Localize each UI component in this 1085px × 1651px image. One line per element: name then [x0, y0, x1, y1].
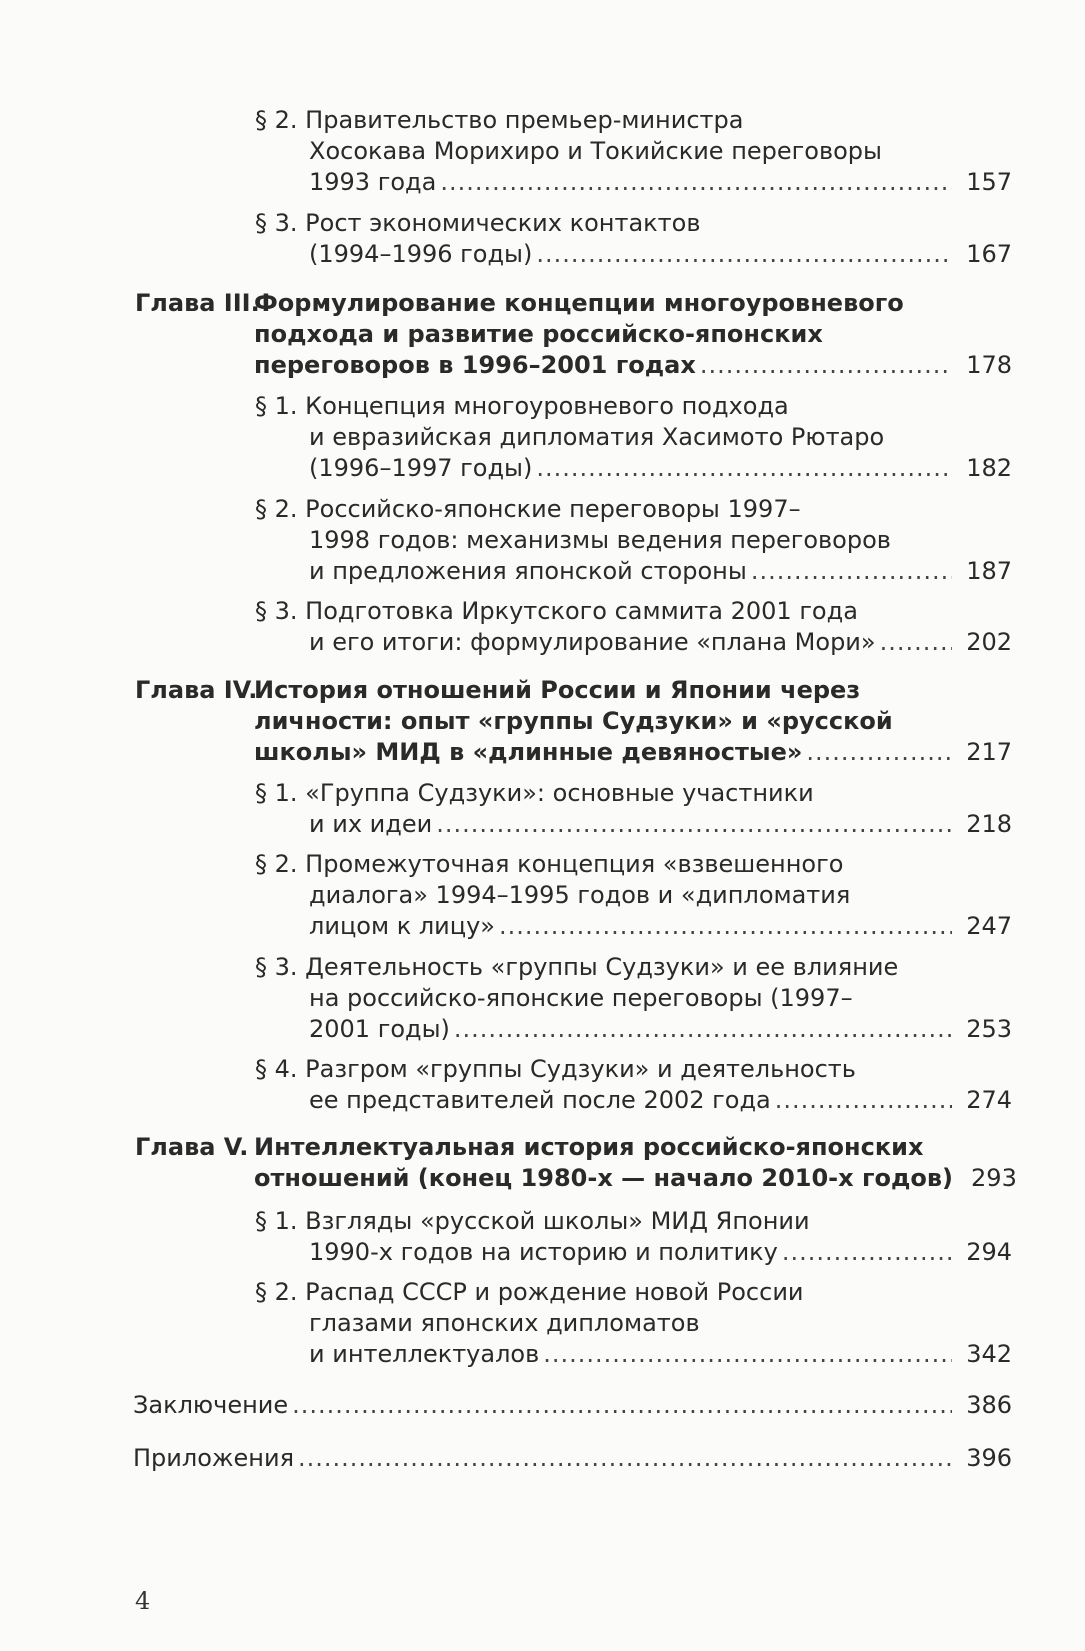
- entry-line: и его итоги: формулирование «плана Мори»: [309, 628, 876, 656]
- entry-line: § 1. Концепция многоуровневого подхода: [255, 392, 789, 420]
- entry-line: Заключение: [133, 1391, 289, 1419]
- dot-leader: [454, 1014, 952, 1045]
- entry-line: на российско-японские переговоры (1997–: [309, 984, 853, 1012]
- entry-line: глазами японских дипломатов: [309, 1309, 700, 1337]
- page-number: 253: [966, 1015, 1012, 1043]
- toc-entry-chapter: [135, 1132, 1017, 1194]
- dot-leader: [292, 1390, 952, 1421]
- page-number: 187: [966, 557, 1012, 585]
- page-number: 396: [966, 1444, 1012, 1472]
- entry-line: школы» МИД в «длинные девяностые»: [254, 738, 803, 766]
- toc-entry-section: [255, 596, 1012, 658]
- page-number: 247: [966, 912, 1012, 940]
- page-number: 167: [966, 240, 1012, 268]
- entry-line: ее представителей после 2002 года: [309, 1086, 771, 1114]
- page-number: 178: [966, 351, 1012, 379]
- dot-leader: [751, 556, 952, 587]
- entry-line: § 2. Распад СССР и рождение новой России: [255, 1278, 804, 1306]
- entry-line: и интеллектуалов: [309, 1340, 540, 1368]
- entry-line: 1993 года: [309, 168, 437, 196]
- page-number: 182: [966, 454, 1012, 482]
- page-number: 157: [966, 168, 1012, 196]
- page-folio: 4: [135, 1587, 151, 1615]
- toc-entry-section: [255, 849, 1012, 942]
- entry-line: § 3. Подготовка Иркутского саммита 2001 года: [255, 597, 858, 625]
- toc-entry-section: [255, 494, 1012, 587]
- dot-leader: [806, 737, 952, 768]
- entry-line: История отношений России и Японии через: [254, 676, 861, 704]
- dot-leader: [536, 239, 952, 270]
- chapter-label: Глава III.: [135, 289, 260, 317]
- dot-leader: [499, 911, 952, 942]
- dot-leader: [543, 1339, 952, 1370]
- chapter-label: Глава IV.: [135, 676, 258, 704]
- toc-entry-section: [255, 391, 1012, 484]
- toc-entry-appendices: [133, 1443, 1012, 1474]
- dot-leader: [782, 1237, 952, 1268]
- entry-line: (1994–1996 годы): [309, 240, 533, 268]
- toc-entry-conclusion: [133, 1390, 1012, 1421]
- dot-leader: [700, 350, 952, 381]
- dot-leader: [440, 167, 952, 198]
- chapter-label: Глава V.: [135, 1133, 249, 1161]
- entry-line: § 2. Правительство премьер-министра: [255, 106, 744, 134]
- dot-leader: [298, 1443, 952, 1474]
- dot-leader: [775, 1085, 952, 1116]
- entry-line: § 2. Промежуточная концепция «взвешенного: [255, 850, 844, 878]
- page-number: 293: [971, 1164, 1017, 1192]
- entry-line: (1996–1997 годы): [309, 454, 533, 482]
- page-number: 218: [966, 810, 1012, 838]
- page-number: 274: [966, 1086, 1012, 1114]
- page-number: 294: [966, 1238, 1012, 1266]
- page-number: 342: [966, 1340, 1012, 1368]
- entry-line: § 1. Взгляды «русской школы» МИД Японии: [255, 1207, 810, 1235]
- entry-line: § 3. Деятельность «группы Судзуки» и ее влияние: [255, 953, 899, 981]
- toc-entry-section: [255, 208, 1012, 270]
- page-number: 217: [966, 738, 1012, 766]
- entry-line: Приложения: [133, 1444, 295, 1472]
- page-number: 386: [966, 1391, 1012, 1419]
- entry-line: Интеллектуальная история российско-японских: [254, 1133, 924, 1161]
- entry-line: и их идеи: [309, 810, 433, 838]
- entry-line: отношений (конец 1980-х — начало 2010-х годов): [254, 1164, 954, 1192]
- entry-line: 1998 годов: механизмы ведения переговоров: [309, 526, 891, 554]
- entry-line: 1990-х годов на историю и политику: [309, 1238, 778, 1266]
- entry-line: подхода и развитие российско-японских: [254, 320, 823, 348]
- entry-line: диалога» 1994–1995 годов и «дипломатия: [309, 881, 851, 909]
- entry-line: § 1. «Группа Судзуки»: основные участники: [255, 779, 814, 807]
- toc-entry-chapter: [135, 288, 1012, 381]
- entry-line: § 3. Рост экономических контактов: [255, 209, 701, 237]
- entry-line: 2001 годы): [309, 1015, 450, 1043]
- entry-line: § 2. Российско-японские переговоры 1997–: [255, 495, 801, 523]
- entry-line: Хосокава Морихиро и Токийские переговоры: [309, 137, 882, 165]
- toc-entry-section: [255, 105, 1012, 198]
- toc-entry-chapter: [135, 675, 1012, 768]
- entry-line: личности: опыт «группы Судзуки» и «русской: [254, 707, 893, 735]
- entry-line: лицом к лицу»: [309, 912, 495, 940]
- toc-entry-section: [255, 1206, 1012, 1268]
- toc-entry-section: [255, 1054, 1012, 1116]
- entry-line: Формулирование концепции многоуровневого: [254, 289, 904, 317]
- page-number: 202: [966, 628, 1012, 656]
- toc-entry-section: [255, 1277, 1012, 1370]
- entry-line: и евразийская дипломатия Хасимото Рютаро: [309, 423, 885, 451]
- toc-entry-section: [255, 952, 1012, 1045]
- dot-leader: [536, 453, 952, 484]
- dot-leader: [436, 809, 952, 840]
- toc-entry-section: [255, 778, 1012, 840]
- dot-leader: [880, 627, 953, 658]
- entry-line: и предложения японской стороны: [309, 557, 747, 585]
- entry-line: переговоров в 1996–2001 годах: [254, 351, 696, 379]
- entry-line: § 4. Разгром «группы Судзуки» и деятельность: [255, 1055, 856, 1083]
